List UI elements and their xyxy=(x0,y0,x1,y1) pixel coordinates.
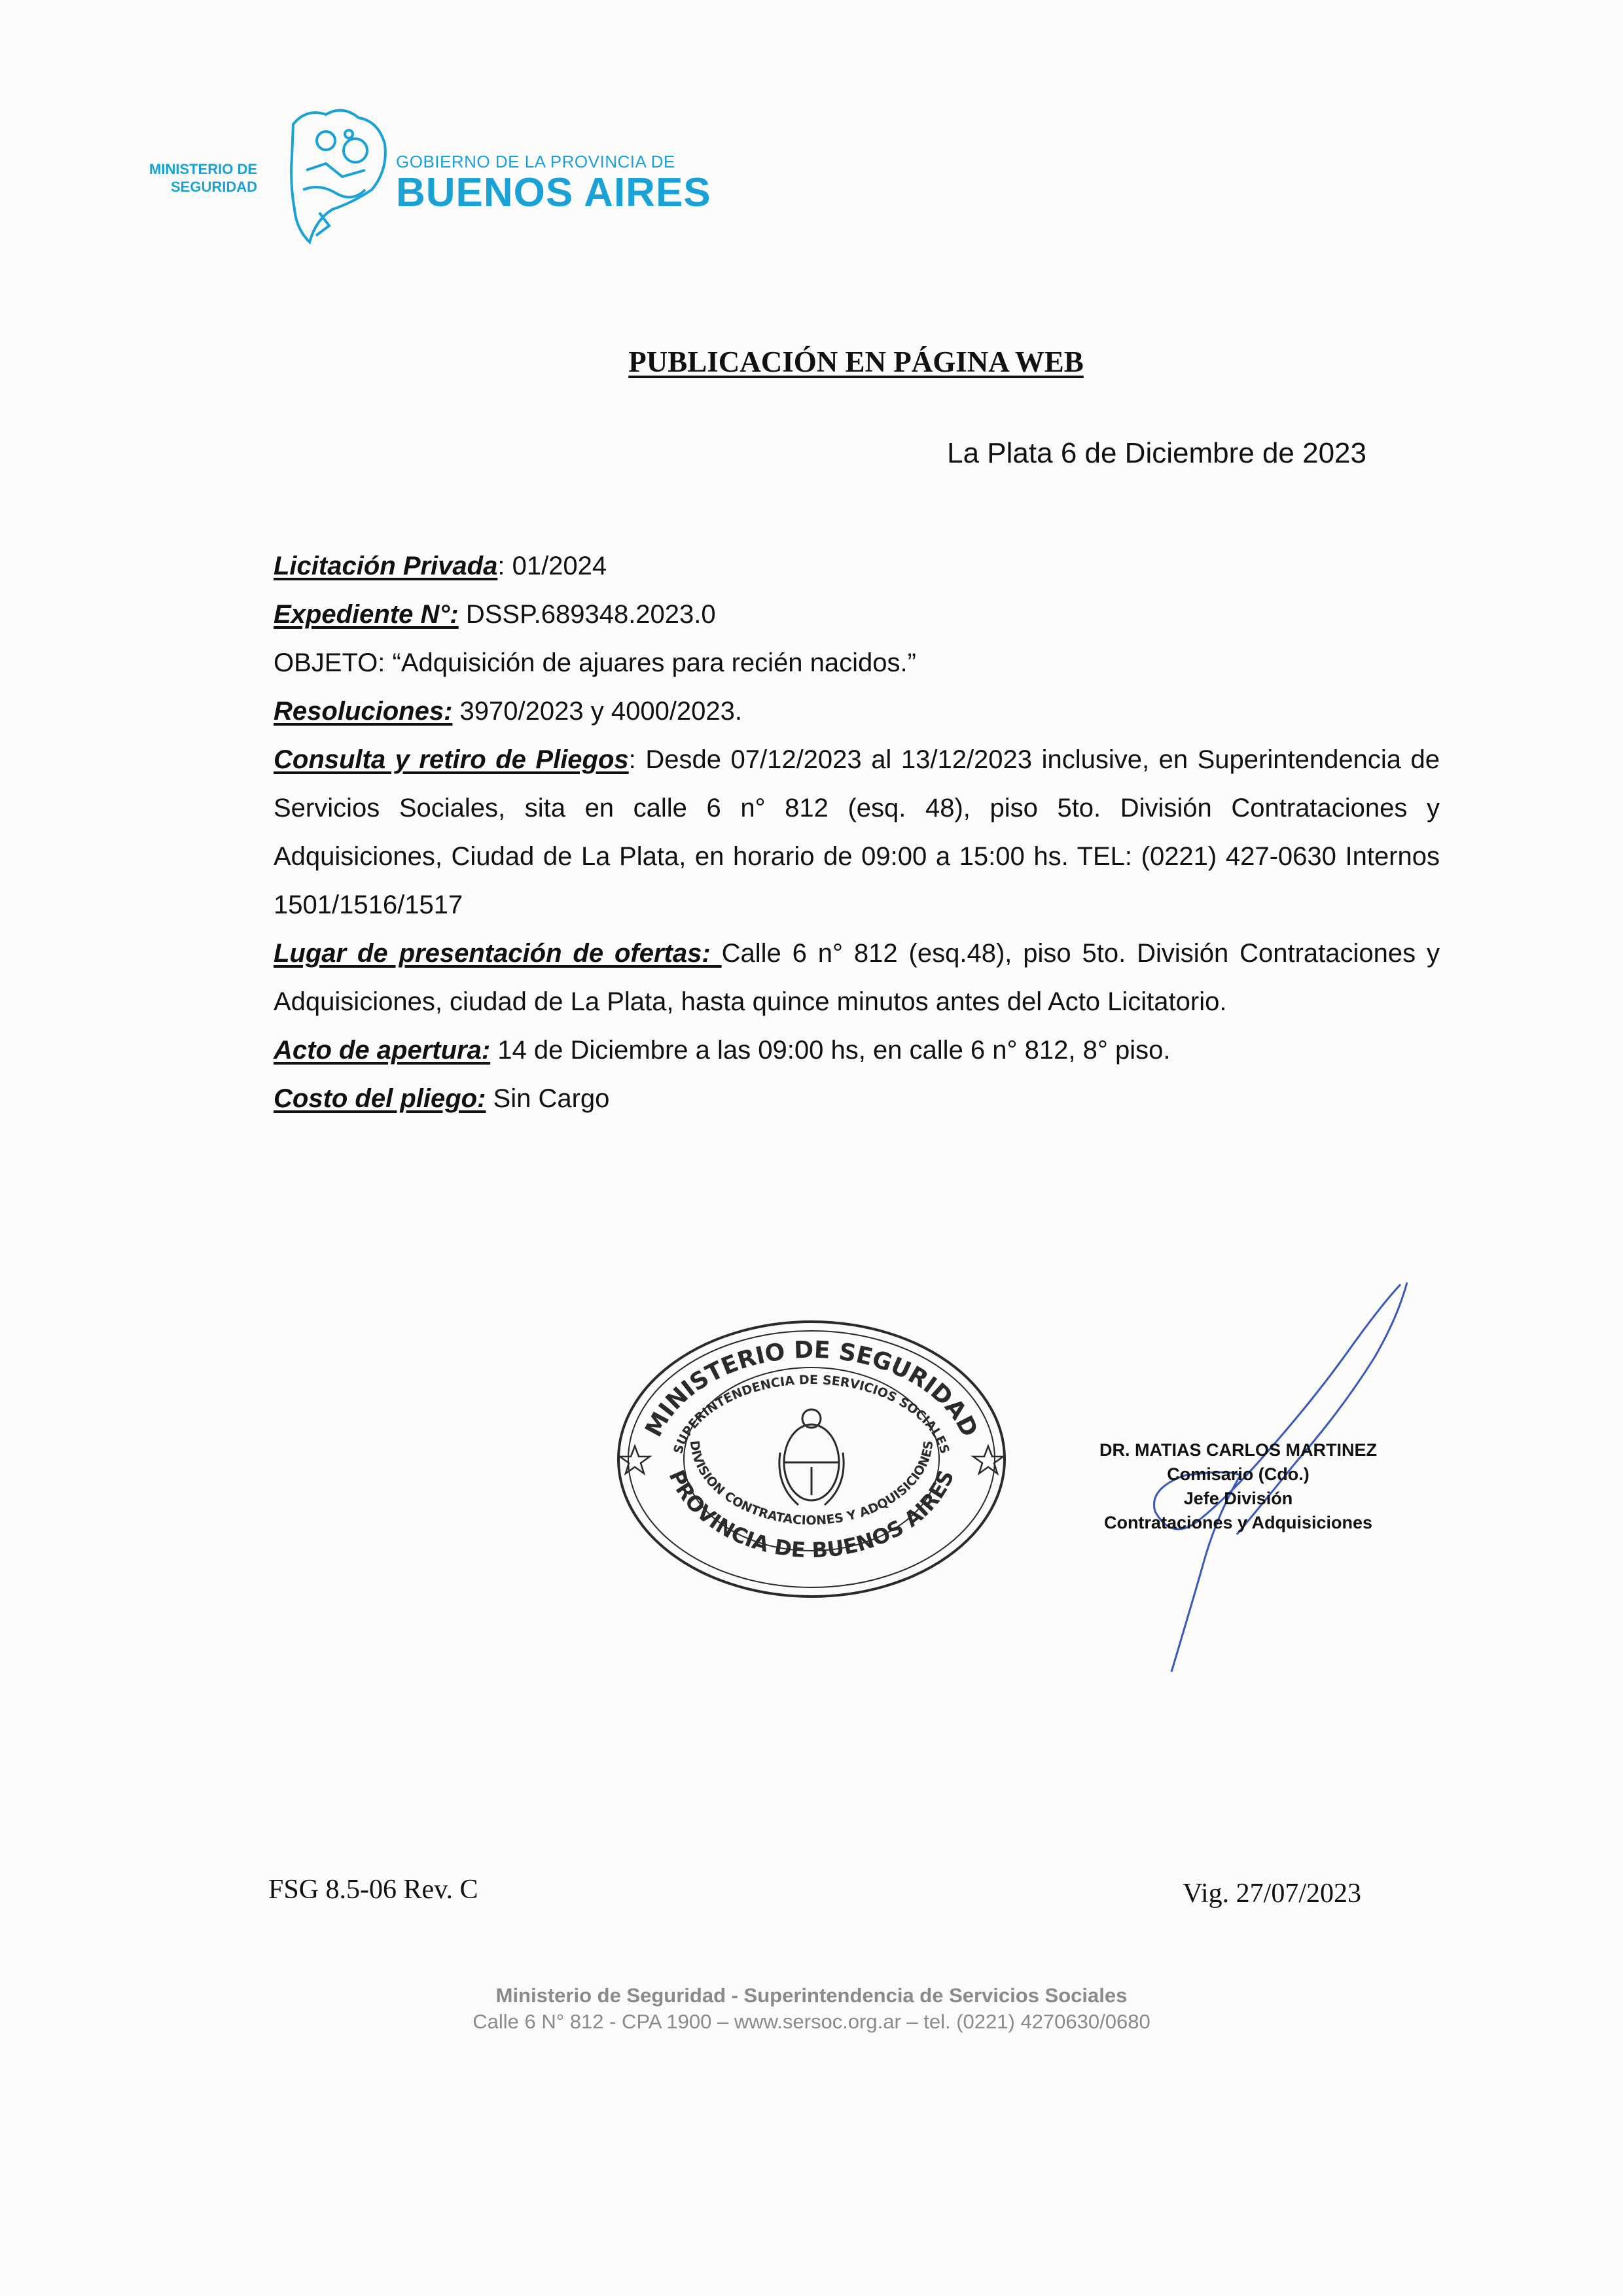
signer-division: Contrataciones y Adquisiciones xyxy=(1103,1513,1373,1532)
acto-line xyxy=(274,1026,1440,1074)
stamp-inner-top: SUPERINTENDENCIA DE SERVICIOS SOCIALES xyxy=(671,1372,952,1456)
ministry-line-1: MINISTERIO DE xyxy=(149,161,258,177)
licitacion-value: : 01/2024 xyxy=(497,552,607,580)
form-code: FSG 8.5-06 Rev. C xyxy=(268,1875,478,1905)
stamp-outer-top: MINISTERIO DE SEGURIDAD xyxy=(640,1336,983,1441)
licitacion-label: Licitación Privada xyxy=(274,552,498,580)
expediente-label: Expediente N°: xyxy=(274,600,459,629)
government-logo-text xyxy=(396,152,711,214)
signer-name: DR. MATIAS CARLOS MARTINEZ xyxy=(1099,1440,1377,1460)
resoluciones-label: Resoluciones: xyxy=(274,697,453,726)
form-vigencia: Vig. 27/07/2023 xyxy=(1183,1879,1361,1909)
signature-block xyxy=(1094,1438,1382,1535)
government-small-text: GOBIERNO DE LA PROVINCIA DE xyxy=(396,152,675,171)
signer-rank: Comisario (Cdo.) xyxy=(1167,1464,1310,1484)
consulta-paragraph xyxy=(274,735,1440,929)
consulta-value: : Desde 07/12/2023 al 13/12/2023 inclusive, en Superintendencia de Servicios Sociales, sita en calle 6 n° 812 (esq. 48), piso 5to. División Contrataciones y Adquisiciones, Ciudad de La Plata, en horario de 09:00 a 15:00 hs. TEL: (0221) 427-0630 Internos 1501/1516/1517 xyxy=(274,745,1440,919)
coat-of-arms-icon xyxy=(779,1409,844,1505)
province-emblem-icon xyxy=(280,105,391,249)
resoluciones-value: 3970/2023 y 4000/2023. xyxy=(452,697,743,726)
ministry-logo-text xyxy=(149,160,257,196)
document-body xyxy=(274,542,1440,1123)
consulta-label: Consulta y retiro de Pliegos xyxy=(274,745,629,774)
official-stamp xyxy=(609,1315,1014,1603)
objeto-line: OBJETO: “Adquisición de ajuares para recién nacidos.” xyxy=(274,648,916,677)
document-date: La Plata 6 de Diciembre de 2023 xyxy=(947,437,1366,469)
stamp-outer-bottom: PROVINCIA DE BUENOS AIRES xyxy=(664,1466,959,1563)
acto-value: 14 de Diciembre a las 09:00 hs, en calle 6 n° 812, 8° piso. xyxy=(490,1036,1171,1065)
costo-label: Costo del pliego: xyxy=(274,1084,486,1113)
lugar-label: Lugar de presentación de ofertas: xyxy=(274,939,722,968)
lugar-value: Calle 6 n° 812 (esq.48), piso 5to. División Contrataciones y Adquisiciones, ciudad de La Plata, hasta quince minutos antes del Acto Licitatorio. xyxy=(274,939,1440,1016)
signer-role: Jefe División xyxy=(1183,1489,1293,1508)
page-title: PUBLICACIÓN EN PÁGINA WEB xyxy=(628,345,1084,378)
lugar-paragraph xyxy=(274,929,1440,1026)
costo-line xyxy=(274,1074,1440,1123)
footer-org-line: Ministerio de Seguridad - Superintendencia de Servicios Sociales xyxy=(495,1984,1128,2007)
footer-contact-line: Calle 6 N° 812 - CPA 1900 – www.sersoc.org.ar – tel. (0221) 4270630/0680 xyxy=(473,2010,1150,2033)
ministry-line-2: SEGURIDAD xyxy=(171,179,258,195)
licitacion-line xyxy=(274,542,1440,590)
expediente-value: DSSP.689348.2023.0 xyxy=(458,600,716,629)
page-footer xyxy=(0,1983,1623,2035)
government-big-text: BUENOS AIRES xyxy=(396,170,711,215)
resoluciones-line xyxy=(274,687,1440,735)
costo-value: Sin Cargo xyxy=(486,1084,610,1113)
stamp-inner-bottom: DIVISION CONTRATACIONES Y ADQUISICIONES xyxy=(687,1439,936,1528)
acto-label: Acto de apertura: xyxy=(274,1036,491,1065)
expediente-line xyxy=(274,590,1440,639)
